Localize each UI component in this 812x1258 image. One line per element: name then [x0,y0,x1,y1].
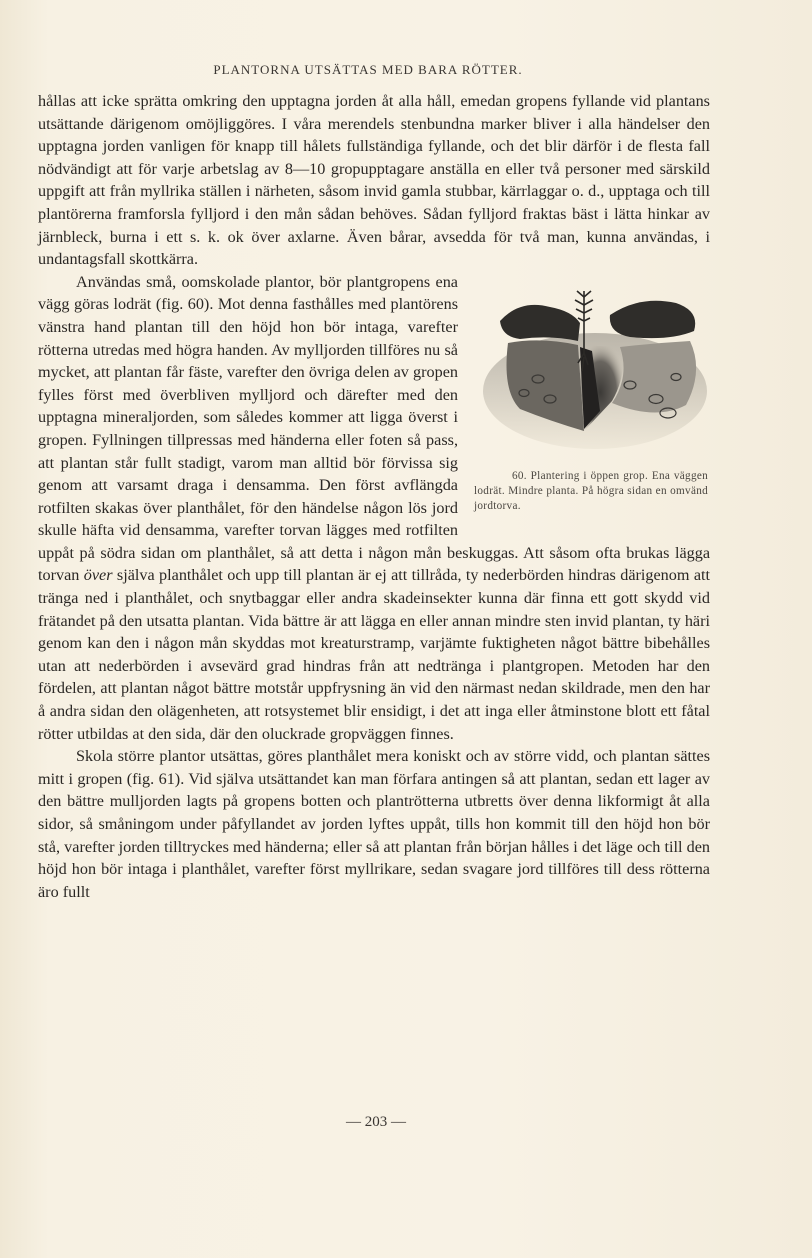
paragraph-1: hållas att icke sprätta omkring den upptagna jorden åt alla håll, emedan gropens fyllande vid plantans utsättande därigenom omöjliggöres. I våra merendels stenbundna marker bliver i alla händelser den upptagna jorden vanligen för knapp till hålets fullständiga fyllande, och det blir därför i de flesta fall nödvändigt att för varje arbetslag av 8—10 gropupptagare anställa en eller två personer med särskild uppgift att från myllrika ställen i närheten, såsom invid gamla stubbar, kärrlaggar o. d., upptaga och till plantörerna framforsla fylljord i den mån sådan behöves. Sådan fylljord fraktas bäst i lätta hinkar av järnbleck, burna i ett s. k. ok över axlarne. Även bårar, avsedda för två man, kunna användas, i undantagsfall skottkärra. [38,92,710,269]
figure-60 [474,271,712,539]
planting-hole-illustration-icon [480,281,710,451]
figure-caption: 60. Plantering i öppen grop. Ena väggen lodrät. Mindre planta. På högra sidan en omvänd jordtorva. [474,469,708,512]
paragraph-2 [38,271,710,745]
page-number: — 203 — [346,1114,406,1130]
paragraph-2-tail: själva planthålet och upp till plantan är ej att tillråda, ty nederbörden hindras därigenom att tränga ned i planthålet, och snytbaggar eller andra skadeinsekter kunna där finna ett gott skydd vid frätandet på den utsatta plantan. Vida bättre är att lägga en eller annan mindre sten invid plantan, ty häri genom kan den i någon mån skyddas mot kreaturstramp, varjämte fuktigheten något bättre bibehålles utan att nederbörden i avsevärd grad hindras från att nedtränga i plantgropen. Metoden har den fördelen, att plantan något bättre motstår uppfrysning än vid den närmast nedan skildrade, men den har å andra sidan den olägenheten, att rotsystemet blir ensidigt, i det att inga eller åtminstone blott ett fåtal rötter utbildas at den sida, där den oluckrade gropväggen finnes. [38,566,711,743]
paragraph-3: Skola större plantor utsättas, göres planthålet mera koniskt och av större vidd, och plantan sättes mitt i gropen (fig. 61). Vid själva utsättandet kan man förfara antingen så att plantan, sedan ett lager av den bättre mulljorden lagts på gropens botten och plantrötterna utbretts över denna likformigt åt alla sidor, så småningom under påfyllandet av jorden lyftes uppåt, tills hon kommit till den höjd hon bör stå, varefter jorden tilltryckes med händerna; eller så att plantan från början hålles i det läge och till den höjd hon bör intaga i planthålet, varefter först myllrikare, sedan svagare jord tillföres till dess rötterna äro fullt [38,747,710,901]
running-head: PLANTORNA UTSÄTTAS MED BARA RÖTTER. [213,62,523,77]
paragraph-2-main: Användas små, oomskolade plantor, bör plantgropens ena vägg göras lodrät (fig. 60). Mot denna fasthålles med plantörens vänstra hand plantan till den höjd hon bör intaga, varefter rötterna utredas med högra handen. Av mylljorden tillföres nu så mycket, att plantan får fäste, varefter den övriga delen av gropen fylles först med överbliven mylljord och därefter med den upptagna mineraljorden, som således kommer att ligga överst i gropen. Fyllningen tillpressas med händerna eller foten så pass, att plantan står fullt stadigt, varom man alltid bör förvissa sig genom att varsamt draga i densamma. Den först avflängda rotfilten skakas över planthålet, för den händelse någon lös jord skulle häfta vid densamma, varefter torvan lägges med rotfilten uppåt på södra sidan om planthålet, så att detta i någon mån beskuggas. Att såsom ofta brukas lägga torvan [38,272,710,585]
body-text [38,90,710,903]
emphasis-over: över [83,566,113,585]
